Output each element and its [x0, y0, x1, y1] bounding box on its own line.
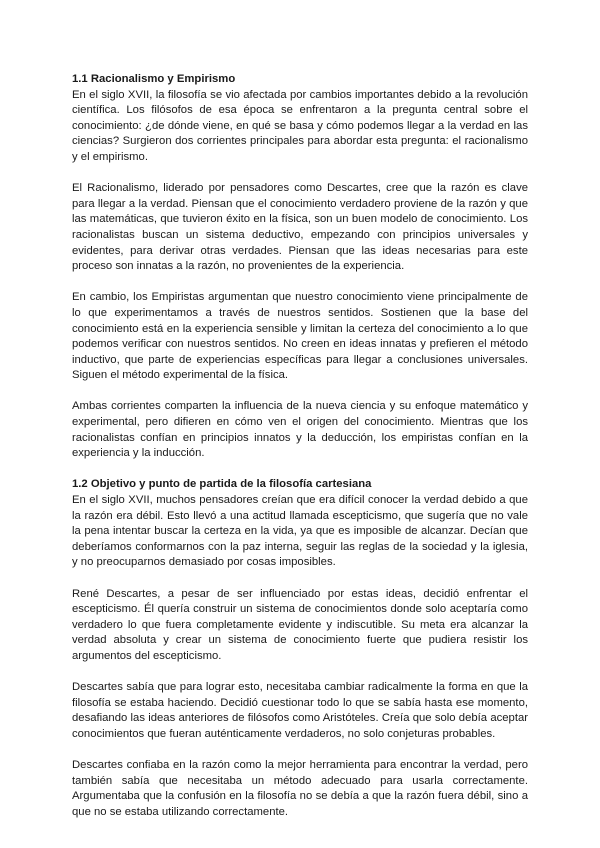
paragraph: Ambas corrientes comparten la influencia de la nueva ciencia y su enfoque matemático y experimental, pero difieren en cómo ven el origen del conocimiento. Mientras que los racionalistas confían en principios innatos y la deducción, los empiristas confían en la experiencia y la inducción. [72, 400, 528, 460]
paragraph: Descartes sabía que para lograr esto, necesitaba cambiar radicalmente la forma en que la filosofía se estaba haciendo. Decidió cuestionar todo lo que se sabía hasta ese momento, desafiando las ideas anteriores de filósofos como Aristóteles. Creía que solo debía aceptar conocimientos que fueran auténticamente verdaderos, no solo conjeturas probables. [72, 681, 528, 740]
section-filosofia-cartesiana [72, 477, 528, 820]
paragraph: En cambio, los Empiristas argumentan que nuestro conocimiento viene principalmente de lo que experimentamos a través de nuestros sentidos. Sostienen que la base del conocimiento está en la experiencia sensible y limitan la certeza del conocimiento a lo que podemos verificar con nuestros sentidos. No creen en ideas innatas y prefieren el método inductivo, que parte de experiencias específicas para llegar a conclusiones universales. Siguen el método experimental de la física. [72, 291, 528, 382]
section-heading: 1.2 Objetivo y punto de partida de la filosofía cartesiana [72, 478, 372, 491]
paragraph: Descartes confiaba en la razón como la mejor herramienta para encontrar la verdad, pero también sabía que necesitaba un método adecuado para usarla correctamente. Argumentaba que la confusión en la filosofía no se debía a que la razón fuera débil, sino a que no se estaba utilizando correctamente. [72, 759, 528, 818]
paragraph: El Racionalismo, liderado por pensadores como Descartes, cree que la razón es clave para llegar a la verdad. Piensan que el conocimiento verdadero proviene de la razón y que las matemáticas, que tuvieron éxito en la física, son un buen modelo de conocimiento. Los racionalistas buscan un sistema deductivo, empezando con principios universales y evidentes, para derivar otras verdades. Piensan que las ideas necesarias para este proceso son innatas a la razón, no provenientes de la experiencia. [72, 182, 528, 273]
paragraph: René Descartes, a pesar de ser influenciado por estas ideas, decidió enfrentar el escepticismo. Él quería construir un sistema de conocimientos donde solo aceptaría como verdadero lo que fuera completamente evidente y indiscutible. Su meta era alcanzar la verdad absoluta y crear un sistema de conocimiento fuerte que pudiera resistir los argumentos del escepticismo. [72, 587, 528, 662]
section-racionalismo-empirismo [72, 72, 528, 462]
paragraph: En el siglo XVII, la filosofía se vio afectada por cambios importantes debido a la revolución científica. Los filósofos de esa época se enfrentaron a la pregunta central sobre el conocimiento: ¿de dónde viene, en qué se basa y cómo podemos llegar a la verdad en las ciencias? Surgieron dos corrientes principales para abordar esta pregunta: el racionalismo y el empirismo. [72, 88, 528, 163]
paragraph: En el siglo XVII, muchos pensadores creían que era difícil conocer la verdad debido a que la razón era débil. Esto llevó a una actitud llamada escepticismo, que sugería que no vale la pena intentar buscar la certeza en la vida, ya que es imposible de alcanzar. Decían que deberíamos conformarnos con la paz interna, seguir las reglas de la sociedad y la iglesia, y no preocuparnos demasiado por cosas imposibles. [72, 494, 528, 569]
section-heading: 1.1 Racionalismo y Empirismo [72, 73, 236, 85]
